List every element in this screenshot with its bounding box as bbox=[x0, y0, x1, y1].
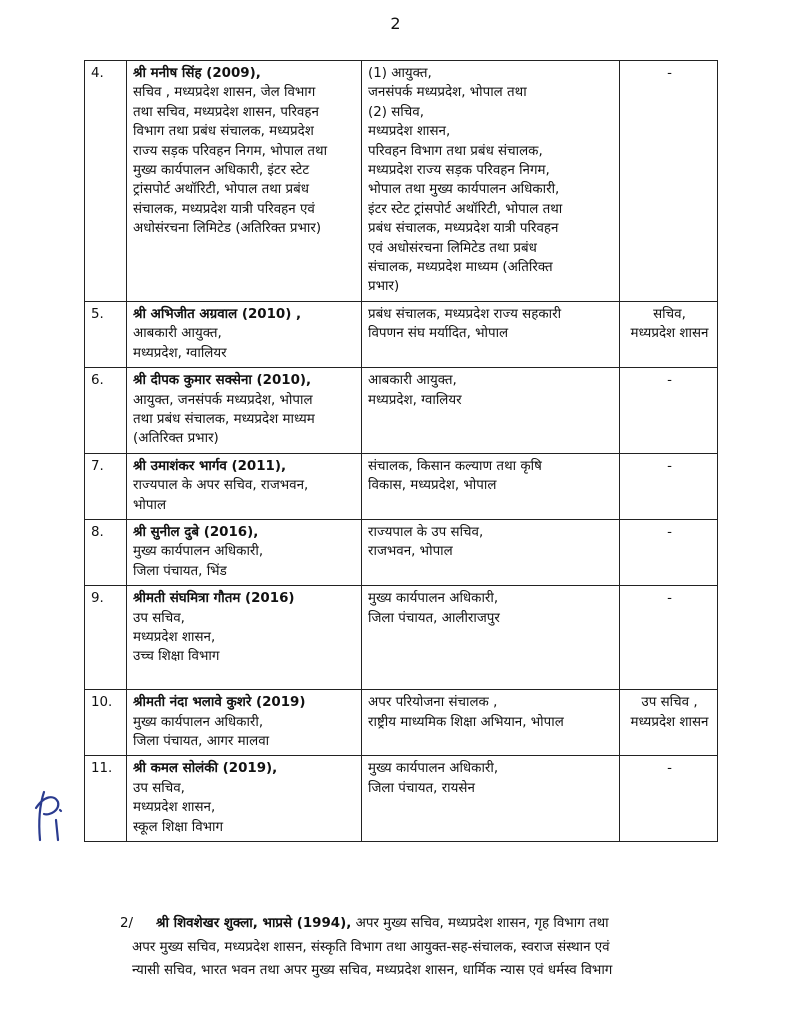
new-posting-line: राष्ट्रीय माध्यमिक शिक्षा अभियान, भोपाल bbox=[368, 714, 564, 730]
officer-current-posting-cell bbox=[127, 690, 362, 756]
new-posting-line: संचालक, मध्यप्रदेश माध्यम (अतिरिक्त bbox=[368, 260, 553, 276]
new-posting-cell bbox=[362, 453, 620, 519]
current-posting-line: जिला पंचायत, भिंड bbox=[133, 563, 227, 579]
new-posting-line: राज्यपाल के उप सचिव, bbox=[368, 524, 484, 540]
new-posting-line: मुख्य कार्यपालन अधिकारी, bbox=[368, 591, 499, 607]
current-posting-line: राज्यपाल के अपर सचिव, राजभवन, bbox=[133, 478, 309, 494]
additional-charge-line: उप सचिव , bbox=[641, 695, 698, 711]
new-posting-line: (2) सचिव, bbox=[368, 104, 424, 120]
new-posting-line: विकास, मध्यप्रदेश, भोपाल bbox=[368, 478, 497, 494]
table-row bbox=[85, 690, 718, 756]
table-row bbox=[85, 61, 718, 302]
table-row bbox=[85, 586, 718, 690]
new-posting-line: जिला पंचायत, आलीराजपुर bbox=[368, 610, 500, 626]
officer-name: श्री मनीष सिंह (2009), bbox=[133, 66, 261, 81]
new-posting-line: विपणन संघ मर्यादित, भोपाल bbox=[368, 326, 509, 342]
officer-current-posting-cell bbox=[127, 61, 362, 302]
current-posting-line: मध्यप्रदेश शासन, bbox=[133, 800, 216, 816]
officer-name: श्री दीपक कुमार सक्सेना (2010), bbox=[133, 373, 312, 389]
current-posting-line: स्कूल शिक्षा विभाग bbox=[133, 819, 224, 835]
row-serial-number: 6. bbox=[85, 368, 127, 454]
current-posting-line: मध्यप्रदेश शासन, bbox=[133, 629, 216, 645]
current-posting-line: संचालक, मध्यप्रदेश यात्री परिवहन एवं bbox=[133, 201, 315, 217]
current-posting-line: राज्य सड़क परिवहन निगम, भोपाल तथा bbox=[133, 143, 328, 159]
current-posting-line: ट्रांसपोर्ट अथॉरिटी, भोपाल तथा प्रबंध bbox=[133, 182, 309, 198]
current-posting-line: अधोसंरचना लिमिटेड (अतिरिक्त प्रभार) bbox=[133, 221, 322, 237]
officer-current-posting-cell bbox=[127, 301, 362, 367]
new-posting-line: जिला पंचायत, रायसेन bbox=[368, 780, 475, 796]
additional-charge-cell bbox=[620, 690, 718, 756]
paragraph-first-line bbox=[120, 912, 720, 936]
current-posting-line: उप सचिव, bbox=[133, 780, 185, 796]
additional-charge-line: - bbox=[667, 373, 672, 389]
new-posting-line: आबकारी आयुक्त, bbox=[368, 373, 457, 389]
current-posting-line: मुख्य कार्यपालन अधिकारी, bbox=[133, 714, 264, 730]
officer-name: श्री अभिजीत अग्रवाल (2010) , bbox=[133, 306, 302, 322]
new-posting-cell bbox=[362, 61, 620, 302]
new-posting-line: एवं अधोसंरचना लिमिटेड तथा प्रबंध bbox=[368, 240, 537, 256]
current-posting-line: उच्च शिक्षा विभाग bbox=[133, 649, 220, 665]
officer-current-posting-cell bbox=[127, 453, 362, 519]
new-posting-line: मध्यप्रदेश, ग्वालियर bbox=[368, 392, 462, 408]
officer-name: श्रीमती नंदा भलावे कुशरे (2019) bbox=[133, 695, 306, 711]
officer-name: श्री सुनील दुबे (2016), bbox=[133, 524, 259, 540]
additional-charge-line: - bbox=[667, 66, 672, 81]
row-serial-number: 8. bbox=[85, 519, 127, 585]
additional-charge-cell bbox=[620, 61, 718, 302]
row-serial-number: 7. bbox=[85, 453, 127, 519]
new-posting-line: जनसंपर्क मध्यप्रदेश, भोपाल तथा bbox=[368, 85, 527, 101]
officer-current-posting-cell bbox=[127, 586, 362, 690]
new-posting-line: प्रभार) bbox=[368, 279, 400, 295]
table-row bbox=[85, 453, 718, 519]
current-posting-line: मुख्य कार्यपालन अधिकारी, bbox=[133, 544, 264, 560]
current-posting-line: मध्यप्रदेश, ग्वालियर bbox=[133, 345, 227, 361]
table-row bbox=[85, 519, 718, 585]
new-posting-line: परिवहन विभाग तथा प्रबंध संचालक, bbox=[368, 143, 543, 159]
current-posting-line: सचिव , मध्यप्रदेश शासन, जेल विभाग bbox=[133, 85, 316, 101]
additional-charge-cell bbox=[620, 756, 718, 842]
current-posting-line: (अतिरिक्त प्रभार) bbox=[133, 431, 219, 447]
current-posting-line: मुख्य कार्यपालन अधिकारी, इंटर स्टेट bbox=[133, 163, 310, 179]
officer-current-posting-cell bbox=[127, 368, 362, 454]
table-row bbox=[85, 301, 718, 367]
new-posting-cell bbox=[362, 690, 620, 756]
additional-charge-cell bbox=[620, 301, 718, 367]
handwritten-initials-signature bbox=[30, 784, 76, 850]
officer-current-posting-cell bbox=[127, 756, 362, 842]
table-row bbox=[85, 368, 718, 454]
paragraph-first-line-text: अपर मुख्य सचिव, मध्यप्रदेश शासन, गृह विभाग तथा bbox=[351, 916, 609, 931]
officer-current-posting-cell bbox=[127, 519, 362, 585]
new-posting-line: मध्यप्रदेश शासन, bbox=[368, 124, 451, 140]
new-posting-line: अपर परियोजना संचालक , bbox=[368, 695, 498, 711]
additional-charge-cell bbox=[620, 368, 718, 454]
table-body bbox=[85, 61, 718, 842]
current-posting-line: तथा सचिव, मध्यप्रदेश शासन, परिवहन bbox=[133, 104, 319, 120]
additional-charge-line: - bbox=[667, 591, 672, 607]
row-serial-number: 11. bbox=[85, 756, 127, 842]
current-posting-line: भोपाल bbox=[133, 497, 167, 513]
new-posting-cell bbox=[362, 519, 620, 585]
current-posting-line: उप सचिव, bbox=[133, 610, 185, 626]
transfer-order-table bbox=[84, 60, 718, 842]
row-serial-number: 9. bbox=[85, 586, 127, 690]
current-posting-line: विभाग तथा प्रबंध संचालक, मध्यप्रदेश bbox=[133, 124, 314, 140]
additional-charge-line: - bbox=[667, 524, 672, 540]
additional-charge-line: सचिव, bbox=[653, 306, 686, 322]
new-posting-line: इंटर स्टेट ट्रांसपोर्ट अथॉरिटी, भोपाल तथा bbox=[368, 201, 563, 217]
new-posting-cell bbox=[362, 756, 620, 842]
paragraph-line: न्यासी सचिव, भारत भवन तथा अपर मुख्य सचिव, मध्यप्रदेश शासन, धार्मिक न्यास एवं धर्मस्व विभाग bbox=[132, 963, 613, 978]
paragraph-officer-name: श्री शिवशेखर शुक्ला, भाप्रसे (1994), bbox=[156, 916, 352, 931]
page-number: 2 bbox=[390, 14, 401, 33]
new-posting-cell bbox=[362, 368, 620, 454]
additional-charge-cell bbox=[620, 586, 718, 690]
row-serial-number: 10. bbox=[85, 690, 127, 756]
current-posting-line: जिला पंचायत, आगर मालवा bbox=[133, 733, 270, 749]
new-posting-line: मध्यप्रदेश राज्य सड़क परिवहन निगम, bbox=[368, 163, 550, 179]
additional-charge-cell bbox=[620, 453, 718, 519]
table-row bbox=[85, 756, 718, 842]
additional-charge-line: मध्यप्रदेश शासन bbox=[630, 326, 709, 342]
paragraph-marker: 2/ bbox=[120, 916, 134, 931]
paragraph-line: अपर मुख्य सचिव, मध्यप्रदेश शासन, संस्कृति विभाग तथा आयुक्त-सह-संचालक, स्वराज संस्थान एवं bbox=[132, 939, 610, 955]
officer-name: श्री उमाशंकर भार्गव (2011), bbox=[133, 458, 287, 474]
additional-charge-cell bbox=[620, 519, 718, 585]
new-posting-line: संचालक, किसान कल्याण तथा कृषि bbox=[368, 458, 542, 474]
order-paragraph bbox=[120, 912, 720, 983]
new-posting-line: राजभवन, भोपाल bbox=[368, 544, 453, 560]
officer-name: श्रीमती संघमित्रा गौतम (2016) bbox=[133, 591, 295, 607]
current-posting-line: आबकारी आयुक्त, bbox=[133, 326, 222, 342]
row-serial-number: 4. bbox=[85, 61, 127, 302]
new-posting-line: मुख्य कार्यपालन अधिकारी, bbox=[368, 761, 499, 777]
row-serial-number: 5. bbox=[85, 301, 127, 367]
current-posting-line: तथा प्रबंध संचालक, मध्यप्रदेश माध्यम bbox=[133, 411, 315, 427]
new-posting-line: (1) आयुक्त, bbox=[368, 66, 432, 81]
new-posting-line: प्रबंध संचालक, मध्यप्रदेश राज्य सहकारी bbox=[368, 306, 562, 322]
additional-charge-line: मध्यप्रदेश शासन bbox=[630, 714, 709, 730]
new-posting-line: भोपाल तथा मुख्य कार्यपालन अधिकारी, bbox=[368, 182, 560, 198]
officer-name: श्री कमल सोलंकी (2019), bbox=[133, 761, 278, 777]
additional-charge-line: - bbox=[667, 458, 672, 474]
additional-charge-line: - bbox=[667, 761, 672, 777]
new-posting-cell bbox=[362, 586, 620, 690]
new-posting-line: प्रबंध संचालक, मध्यप्रदेश यात्री परिवहन bbox=[368, 221, 559, 237]
current-posting-line: आयुक्त, जनसंपर्क मध्यप्रदेश, भोपाल bbox=[133, 392, 313, 408]
new-posting-cell bbox=[362, 301, 620, 367]
